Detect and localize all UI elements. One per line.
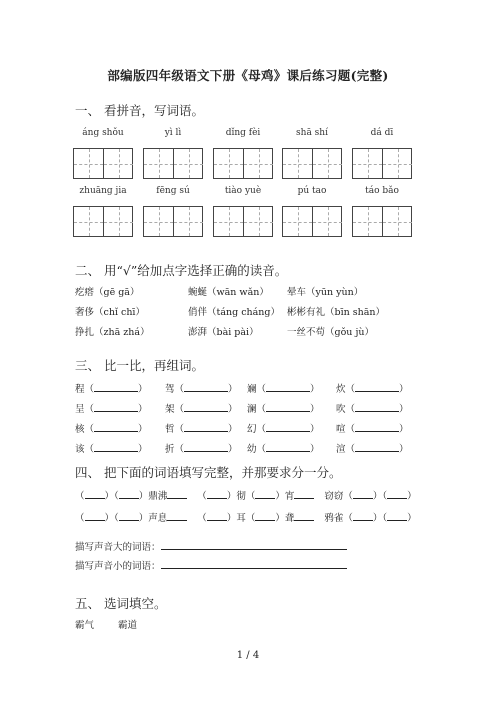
answer-line[interactable] xyxy=(266,423,310,432)
compare-item: 澜（ ） xyxy=(247,404,320,415)
compare-item: 幼（ ） xyxy=(247,444,320,455)
answer-line[interactable] xyxy=(85,512,105,521)
writing-grid[interactable] xyxy=(282,206,342,237)
fill-text: ）（ xyxy=(372,513,388,524)
answer-line[interactable] xyxy=(161,560,347,569)
page-number: 1 / 4 xyxy=(236,650,260,661)
compare-char: 喧 xyxy=(336,424,346,435)
answer-line[interactable] xyxy=(184,383,228,392)
reading-item: 疙瘩（gē gā） xyxy=(75,287,140,298)
writing-grid[interactable] xyxy=(213,148,273,179)
loud-words-label: 描写声音大的词语： xyxy=(75,542,161,553)
answer-line[interactable] xyxy=(94,403,138,412)
answer-line[interactable] xyxy=(353,512,373,521)
pinyin-label: áng shǒu xyxy=(82,128,124,138)
answer-line[interactable] xyxy=(94,423,138,432)
compare-char: 吹 xyxy=(336,404,346,415)
answer-line[interactable] xyxy=(266,403,310,412)
reading-item: 挣扎（zhā zhá） xyxy=(75,327,150,338)
loud-words-line xyxy=(75,539,347,553)
answer-line[interactable] xyxy=(207,512,227,521)
answer-line[interactable] xyxy=(294,490,314,499)
answer-line[interactable] xyxy=(94,383,138,392)
section-3-heading: 三、 比一比，再组词。 xyxy=(75,358,204,373)
fill-text: 窃窃（ xyxy=(324,491,353,502)
fill-text: ） xyxy=(407,491,417,502)
answer-line[interactable] xyxy=(167,512,187,521)
compare-item: 呈（ ） xyxy=(75,404,148,415)
answer-line[interactable] xyxy=(207,490,227,499)
fill-text: 鸦雀（ xyxy=(324,513,353,524)
compare-char: 该 xyxy=(75,444,85,455)
answer-line[interactable] xyxy=(94,443,138,452)
compare-char: 炊 xyxy=(336,384,346,395)
pinyin-label: dǐng fèi xyxy=(225,128,261,138)
answer-line[interactable] xyxy=(355,443,399,452)
compare-char: 架 xyxy=(165,404,175,415)
compare-item: 喧（ ） xyxy=(336,424,409,435)
choice-word: 霸气 xyxy=(75,620,95,631)
compare-char: 幻 xyxy=(247,424,257,435)
fill-text: （ xyxy=(75,491,85,502)
reading-item: 彬彬有礼（bīn shān） xyxy=(287,307,386,318)
compare-item: 驾（ ） xyxy=(165,384,238,395)
compare-char: 呈 xyxy=(75,404,85,415)
answer-line[interactable] xyxy=(119,512,139,521)
compare-char: 澜 xyxy=(247,404,257,415)
answer-line[interactable] xyxy=(255,490,275,499)
compare-char: 折 xyxy=(165,444,175,455)
compare-item: 幻（ ） xyxy=(247,424,320,435)
fill-row xyxy=(75,488,417,502)
writing-grid[interactable] xyxy=(143,206,203,237)
compare-item: 架（ ） xyxy=(165,404,238,415)
compare-char: 幼 xyxy=(247,444,257,455)
writing-grid[interactable] xyxy=(352,206,412,237)
reading-item: 蜿蜒（wān wǎn） xyxy=(188,287,269,298)
fill-text: ） xyxy=(407,513,417,524)
writing-grid[interactable] xyxy=(73,206,133,237)
fill-text: ）聋 xyxy=(275,513,295,524)
pinyin-label: dá dī xyxy=(370,128,394,138)
reading-item: 奢侈（chǐ chī） xyxy=(75,307,145,318)
compare-item: 渲（ ） xyxy=(336,444,409,455)
answer-line[interactable] xyxy=(266,383,310,392)
answer-line[interactable] xyxy=(266,443,310,452)
pinyin-label: fēng sú xyxy=(156,186,190,196)
fill-text: ）彻（ xyxy=(226,491,256,502)
fill-text: ）（ xyxy=(372,491,388,502)
answer-line[interactable] xyxy=(255,512,275,521)
reading-item: 俏伴（táng cháng） xyxy=(188,307,281,318)
answer-line[interactable] xyxy=(119,490,139,499)
compare-item: 核（ ） xyxy=(75,424,148,435)
answer-line[interactable] xyxy=(184,423,228,432)
pinyin-label: zhuāng jia xyxy=(79,186,127,196)
compare-item: 炊（ ） xyxy=(336,384,409,395)
quiet-words-label: 描写声音小的词语： xyxy=(75,561,161,572)
answer-line[interactable] xyxy=(161,541,347,550)
choice-word: 霸道 xyxy=(118,620,138,631)
answer-line[interactable] xyxy=(387,512,407,521)
reading-item: 澎湃（bài pài） xyxy=(188,327,259,338)
compare-item: 斓（ ） xyxy=(247,384,320,395)
reading-item: 一丝不苟（gǒu jù） xyxy=(287,327,375,338)
compare-char: 程 xyxy=(75,384,85,395)
compare-item: 哲（ ） xyxy=(165,424,238,435)
writing-grid[interactable] xyxy=(282,148,342,179)
page-title: 部编版四年级语文下册《母鸡》课后练习题(完整) xyxy=(107,68,389,83)
pinyin-label: yì lì xyxy=(164,128,182,138)
compare-item: 折（ ） xyxy=(165,444,238,455)
answer-line[interactable] xyxy=(387,490,407,499)
compare-char: 核 xyxy=(75,424,85,435)
compare-char: 哲 xyxy=(165,424,175,435)
answer-line[interactable] xyxy=(355,383,399,392)
fill-text: ）鼎沸 xyxy=(138,491,168,502)
compare-char: 斓 xyxy=(247,384,257,395)
section-4-heading: 四、 把下面的词语填写完整，并那要求分一分。 xyxy=(75,465,342,480)
answer-line[interactable] xyxy=(294,512,314,521)
fill-row xyxy=(75,510,417,524)
compare-char: 渲 xyxy=(336,444,346,455)
writing-grid[interactable] xyxy=(352,148,412,179)
fill-text: ）耳（ xyxy=(226,513,256,524)
answer-line[interactable] xyxy=(85,490,105,499)
answer-line[interactable] xyxy=(355,423,399,432)
answer-line[interactable] xyxy=(355,403,399,412)
answer-line[interactable] xyxy=(353,490,373,499)
quiet-words-line xyxy=(75,558,347,572)
pinyin-label: pú tao xyxy=(297,186,327,196)
section-5-heading: 五、 选词填空。 xyxy=(75,596,167,611)
writing-grid[interactable] xyxy=(143,148,203,179)
fill-text: ）声息 xyxy=(138,513,168,524)
compare-char: 驾 xyxy=(165,384,175,395)
answer-line[interactable] xyxy=(167,490,187,499)
fill-text: （ xyxy=(197,513,207,524)
fill-text: （ xyxy=(197,491,207,502)
fill-text: ）（ xyxy=(104,513,119,524)
compare-item: 程（ ） xyxy=(75,384,148,395)
pinyin-label: táo bǎo xyxy=(365,186,399,196)
section-2-heading: 二、 用“√”给加点字选择正确的读音。 xyxy=(75,263,288,278)
compare-item: 该（ ） xyxy=(75,444,148,455)
reading-item: 晕车（yūn yùn） xyxy=(287,287,364,298)
answer-line[interactable] xyxy=(184,403,228,412)
answer-line[interactable] xyxy=(184,443,228,452)
pinyin-label: shā shí xyxy=(296,128,328,138)
fill-text: ）宵 xyxy=(275,491,295,502)
pinyin-label: tiào yuè xyxy=(224,186,262,196)
section-1-heading: 一、 看拼音，写词语。 xyxy=(75,103,204,118)
compare-item: 吹（ ） xyxy=(336,404,409,415)
writing-grid[interactable] xyxy=(73,148,133,179)
writing-grid[interactable] xyxy=(213,206,273,237)
fill-text: （ xyxy=(75,513,85,524)
fill-text: ）（ xyxy=(104,491,119,502)
